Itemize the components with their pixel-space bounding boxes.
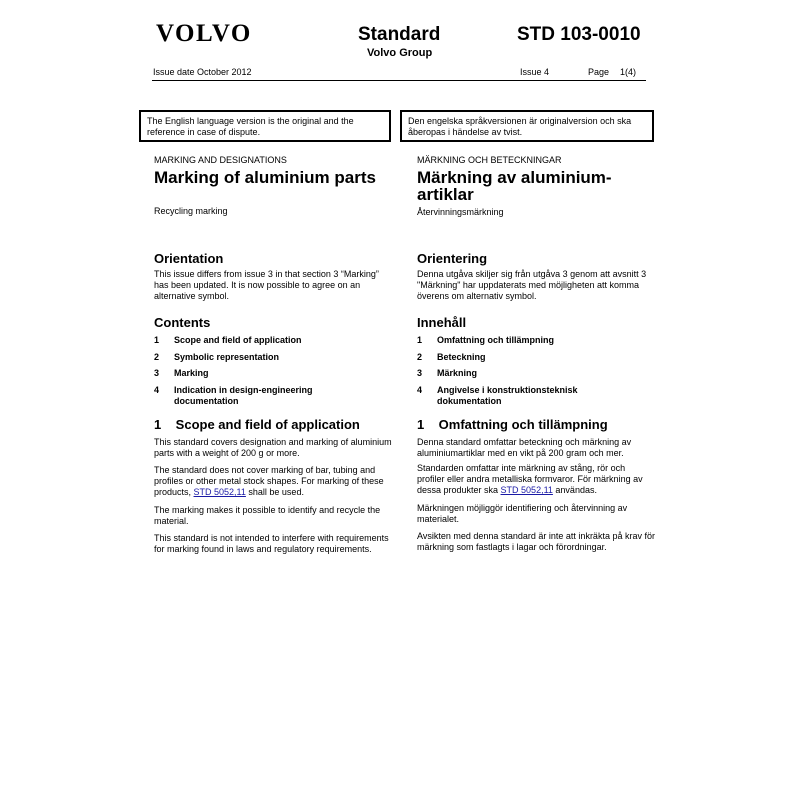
toc-item[interactable] (417, 352, 655, 363)
section-1-paragraph-1: This standard covers designation and marking of aluminium parts with a weight of 200 g or more. (154, 437, 392, 458)
section-1-paragraph-4: Avsikten med denna standard är inte att inkräkta på krav för märkning som fastlagts i lagar och förordningar. (417, 531, 655, 552)
contents-heading: Contents (154, 315, 211, 330)
toc-text: Omfattning och tillämpning (437, 335, 554, 345)
header-divider (152, 80, 646, 81)
orientation-text: Denna utgåva skiljer sig från utgåva 3 genom att avsnitt 3 "Märkning" har uppdaterats med möjligheten att komma överens om alternativ symbol. (417, 269, 647, 301)
toc-item[interactable] (417, 368, 655, 379)
standard-number: STD 103-0010 (517, 24, 641, 45)
orientation-heading: Orientation (154, 251, 224, 266)
toc-number: 4 (417, 385, 423, 395)
orientation-text: This issue differs from issue 3 in that section 3 “Marking” has been updated. It is now possible to agree on an alternative symbol. (154, 269, 379, 301)
document-subtitle: Recycling marking (154, 206, 228, 216)
notice-box-en (139, 110, 391, 142)
toc-item[interactable] (417, 385, 597, 407)
standard-group: Volvo Group (367, 47, 433, 59)
toc-text: Symbolic representation (174, 352, 280, 362)
issue-date: Issue date October 2012 (153, 67, 252, 77)
notice-text-sv: Den engelska språkversionen är originalversion och ska åberopas i händelse av tvist. (408, 116, 632, 137)
category-heading: MÄRKNING OCH BETECKNINGAR (417, 155, 562, 165)
document-title: Marking of aluminium parts (154, 168, 376, 187)
section-1-paragraph-4: This standard is not intended to interfere with requirements for marking found in laws and regulatory requirements. (154, 533, 389, 554)
document-subtitle: Återvinningsmärkning (417, 207, 504, 217)
toc-text: Beteckning (437, 352, 486, 362)
toc-number: 2 (417, 352, 423, 362)
section-1-heading: 1 Omfattning och tillämpning (417, 417, 608, 432)
std-5052-link[interactable]: STD 5052,11 (193, 487, 246, 497)
section-1-paragraph-2 (417, 463, 655, 496)
notice-text-en: The English language version is the original and the reference in case of dispute. (147, 116, 354, 137)
volvo-logo: VOLVO (156, 20, 252, 47)
std-5052-link[interactable]: STD 5052,11 (500, 485, 553, 495)
toc-number: 4 (154, 385, 160, 395)
paragraph-text: användas. (552, 485, 597, 495)
toc-text: Indication in design-engineering documentation (174, 385, 313, 406)
page-value: 1(4) (620, 67, 637, 77)
toc-item[interactable] (417, 335, 655, 346)
toc-number: 1 (417, 335, 423, 345)
toc-number: 3 (154, 368, 160, 378)
toc-item[interactable] (154, 352, 392, 363)
toc-text: Angivelse i konstruktionsteknisk dokumentation (437, 385, 578, 406)
section-1-paragraph-2 (154, 465, 392, 498)
document-title: Märkning av aluminium-artiklar (417, 168, 612, 204)
toc-item[interactable] (154, 385, 329, 407)
category-heading: MARKING AND DESIGNATIONS (154, 155, 287, 165)
section-1-heading: 1 Scope and field of application (154, 417, 360, 432)
paragraph-text: shall be used. (245, 487, 304, 497)
toc-item[interactable] (154, 335, 392, 346)
toc-number: 3 (417, 368, 423, 378)
orientation-heading: Orientering (417, 251, 488, 266)
toc-text: Marking (174, 368, 209, 378)
section-1-paragraph-3: The marking makes it possible to identify and recycle the material. (154, 505, 381, 526)
toc-text: Scope and field of application (174, 335, 302, 345)
toc-text: Märkning (437, 368, 478, 378)
paragraph-text: The standard does not cover marking of bar, tubing and profiles or other metal stock shapes. For marking of these products, (154, 465, 384, 497)
paragraph-text: Standarden omfattar inte märkning av stång, rör och profiler eller andra metalliska formvaror. För märkning av dessa produkter ska (417, 463, 643, 495)
notice-box-sv (400, 110, 654, 142)
toc-number: 2 (154, 352, 160, 362)
section-1-paragraph-3: Märkningen möjliggör identifiering och återvinning av materialet. (417, 503, 628, 524)
contents-heading: Innehåll (417, 315, 467, 330)
standard-title: Standard (358, 24, 441, 45)
section-1-paragraph-1: Denna standard omfattar beteckning och märkning av aluminiumartiklar med en vikt på 200 gram och mer. (417, 437, 632, 458)
page-label: Page (588, 67, 610, 77)
toc-item[interactable] (154, 368, 392, 379)
issue-number: Issue 4 (520, 67, 550, 77)
toc-number: 1 (154, 335, 160, 345)
